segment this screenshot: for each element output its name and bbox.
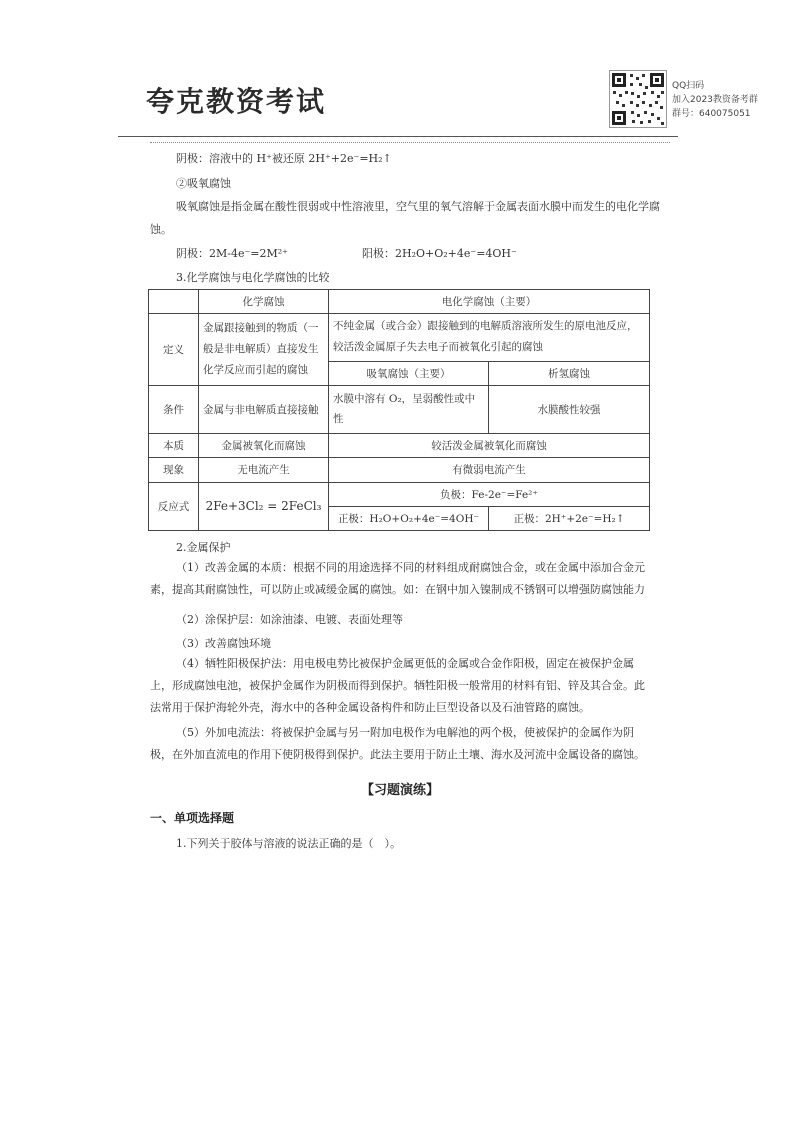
oxygen-definition-line2: 蚀。 xyxy=(150,223,172,236)
cell-equation-chemical: 2Fe+3Cl₂ = 2FeCl₃ xyxy=(199,482,329,530)
cell-condition-hydrogen: 水膜酸性较强 xyxy=(489,385,650,433)
question-1: 1.下列关于胶体与溶液的说法正确的是（ ）。 xyxy=(176,837,401,850)
row-label-definition: 定义 xyxy=(149,314,199,386)
cell-definition-chemical: 金属跟接触到的物质（一般是非电解质）直接发生化学反应而引起的腐蚀 xyxy=(199,314,329,386)
table-row xyxy=(149,385,650,433)
qr-code-icon xyxy=(609,70,667,128)
subheader-oxygen-corrosion: 吸氧腐蚀（主要） xyxy=(329,361,489,385)
section-single-choice: 一、单项选择题 xyxy=(150,811,235,825)
protection-paragraph-2: （2）涂保护层：如涂油漆、电镀、表面处理等 xyxy=(176,613,403,626)
cell-nature-electrochemical: 较活泼金属被氧化而腐蚀 xyxy=(329,434,650,458)
oxygen-cathode-equation: 阳极：2H₂O+O₂+4e⁻=4OH⁻ xyxy=(362,247,517,260)
table-row xyxy=(149,434,650,458)
qr-group-invite: 加入2023教资备考群 xyxy=(672,95,758,105)
subheader-hydrogen-corrosion: 析氢腐蚀 xyxy=(489,361,650,385)
table-header-chemical: 化学腐蚀 xyxy=(199,290,329,314)
row-label-equation: 反应式 xyxy=(149,482,199,530)
qr-group-number: 群号：640075051 xyxy=(672,109,751,119)
exercise-title: 【习题演练】 xyxy=(360,783,439,798)
protection-heading: 2.金属保护 xyxy=(176,541,231,554)
cell-phenomenon-chemical: 无电流产生 xyxy=(199,458,329,482)
table-header-electrochemical: 电化学腐蚀（主要） xyxy=(329,290,650,314)
protection-paragraph-1: （1）改善金属的本质：根据不同的用途选择不同的材料组成耐腐蚀合金，或在金属中添加合金元素，提高其耐腐蚀性，可以防止或减缓金属的腐蚀。如：在钢中加入镍制成不锈钢可以增强防腐蚀能力 xyxy=(150,561,645,596)
cell-equation-negative: 负极：Fe-2e⁻=Fe²⁺ xyxy=(329,482,650,506)
qr-caption: QQ扫码 xyxy=(672,81,705,91)
table-row xyxy=(149,482,650,506)
corrosion-comparison-table xyxy=(148,289,650,531)
cell-phenomenon-electrochemical: 有微弱电流产生 xyxy=(329,458,650,482)
table-row xyxy=(149,314,650,361)
brand-logo-text: 夸克教资考试 xyxy=(146,85,327,118)
qr-info xyxy=(672,79,758,121)
header-dotted-rule xyxy=(150,142,670,143)
table-row xyxy=(149,458,650,482)
row-label-nature: 本质 xyxy=(149,434,199,458)
comparison-heading: 3.化学腐蚀与电化学腐蚀的比较 xyxy=(176,271,330,284)
row-label-condition: 条件 xyxy=(149,385,199,433)
cell-equation-positive-hydrogen: 正极：2H⁺+2e⁻=H₂↑ xyxy=(489,506,650,530)
oxygen-anode-equation: 阴极：2M-4e⁻=2M²⁺ xyxy=(176,247,288,260)
cell-condition-chemical: 金属与非电解质直接接触 xyxy=(199,385,329,433)
header-rule xyxy=(118,136,678,137)
protection-paragraph-4: （4）牺牲阳极保护法：用电极电势比被保护金属更低的金属或合金作阳极，固定在被保护金属上，形成腐蚀电池，被保护金属作为阴极而得到保护。牺牲阳极一般常用的材料有铝、锌及其合金。此法常用于保护海轮外壳，海水中的各种金属设备构件和防止巨型设备以及石油管路的腐蚀。 xyxy=(150,657,645,714)
cell-equation-positive-oxygen: 正极：H₂O+O₂+4e⁻=4OH⁻ xyxy=(329,506,489,530)
cell-condition-oxygen: 水膜中溶有 O₂，呈弱酸性或中性 xyxy=(329,385,489,433)
protection-paragraph-5: （5）外加电流法：将被保护金属与另一附加电极作为电解池的两个极，使被保护的金属作为阴极，在外加直流电的作用下使阴极得到保护。此法主要用于防止土壤、海水及河流中金属设备的腐蚀。 xyxy=(150,726,645,761)
row-label-phenomenon: 现象 xyxy=(149,458,199,482)
table-cell-empty xyxy=(149,290,199,314)
protection-paragraph-3: （3）改善腐蚀环境 xyxy=(176,637,271,650)
oxygen-corrosion-heading: ②吸氧腐蚀 xyxy=(176,177,231,190)
cell-nature-chemical: 金属被氧化而腐蚀 xyxy=(199,434,329,458)
oxygen-definition-line1: 吸氧腐蚀是指金属在酸性很弱或中性溶液里，空气里的氧气溶解于金属表面水膜中而发生的电化学腐 xyxy=(176,200,660,213)
table-row xyxy=(149,290,650,314)
cell-definition-electrochemical: 不纯金属（或合金）跟接触到的电解质溶液所发生的原电池反应，较活泼金属原子失去电子而被氧化引起的腐蚀 xyxy=(329,314,650,361)
cathode-hydrogen-line: 阴极：溶液中的 H⁺被还原 2H⁺+2e⁻=H₂↑ xyxy=(176,152,392,165)
